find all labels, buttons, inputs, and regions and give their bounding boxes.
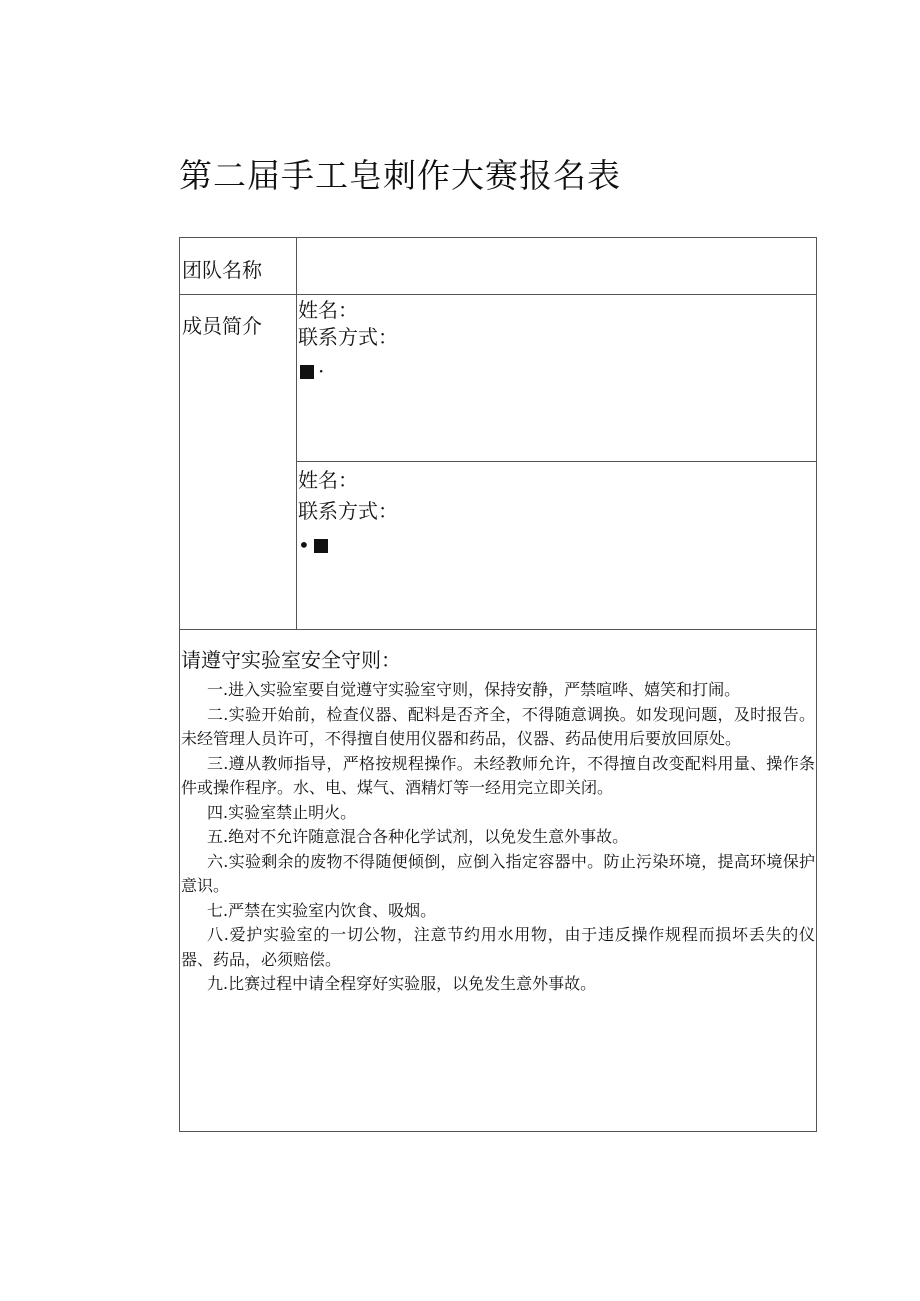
rule-item: 二.实验开始前，检查仪器、配料是否齐全，不得随意调换。如发现问题，及时报告。未经管理人员许可，不得擅自使用仪器和药品，仪器、药品使用后要放回原处。	[181, 704, 815, 748]
column-divider	[296, 237, 297, 629]
member-2-contact-label: 联系方式：	[298, 499, 398, 523]
rule-item: 七.严禁在实验室内饮食、吸烟。	[207, 900, 437, 920]
square-bullet-icon	[314, 539, 328, 553]
member-1-name-label: 姓名：	[298, 298, 358, 322]
member-2-name-label: 姓名：	[298, 468, 358, 492]
members-label: 成员简介	[182, 314, 262, 338]
member-1-bullet: ·	[300, 359, 324, 383]
row-divider	[179, 629, 816, 630]
row-divider	[179, 294, 816, 295]
page-title: 第二届手工皂刺作大赛报名表	[179, 156, 621, 195]
rule-item: 八.爱护实验室的一切公物，注意节约用水用物，由于违反操作规程而损坏丢失的仪器、药品，必须赔偿。	[181, 925, 815, 969]
safety-rules-list	[181, 678, 815, 997]
member-divider	[296, 461, 816, 462]
member-1-contact-label: 联系方式：	[298, 325, 398, 349]
rule-item: 六.实验剩余的废物不得随便倾倒，应倒入指定容器中。防止污染环境，提高环境保护意识。	[181, 851, 815, 895]
team-name-field[interactable]	[300, 254, 810, 284]
rule-item: 一.进入实验室要自觉遵守实验室守则，保持安静，严禁喧哗、嬉笑和打闹。	[207, 680, 741, 699]
rules-heading: 请遵守实验室安全守则：	[181, 648, 401, 672]
team-name-label: 团队名称	[182, 258, 262, 282]
rule-item: 五.绝对不允许随意混合各种化学试剂，以免发生意外事故。	[207, 827, 629, 846]
square-bullet-icon	[300, 365, 314, 379]
rule-item: 三.遵从教师指导，严格按规程操作。未经教师允许，不得擅自改变配料用量、操作条件或操作程序。水、电、煤气、酒精灯等一经用完立即关闭。	[181, 753, 815, 797]
rule-item: 四.实验室禁止明火。	[207, 802, 357, 822]
member-2-bullet: •	[298, 533, 328, 557]
rule-item: 九.比赛过程中请全程穿好实验服，以免发生意外事故。	[207, 974, 597, 993]
